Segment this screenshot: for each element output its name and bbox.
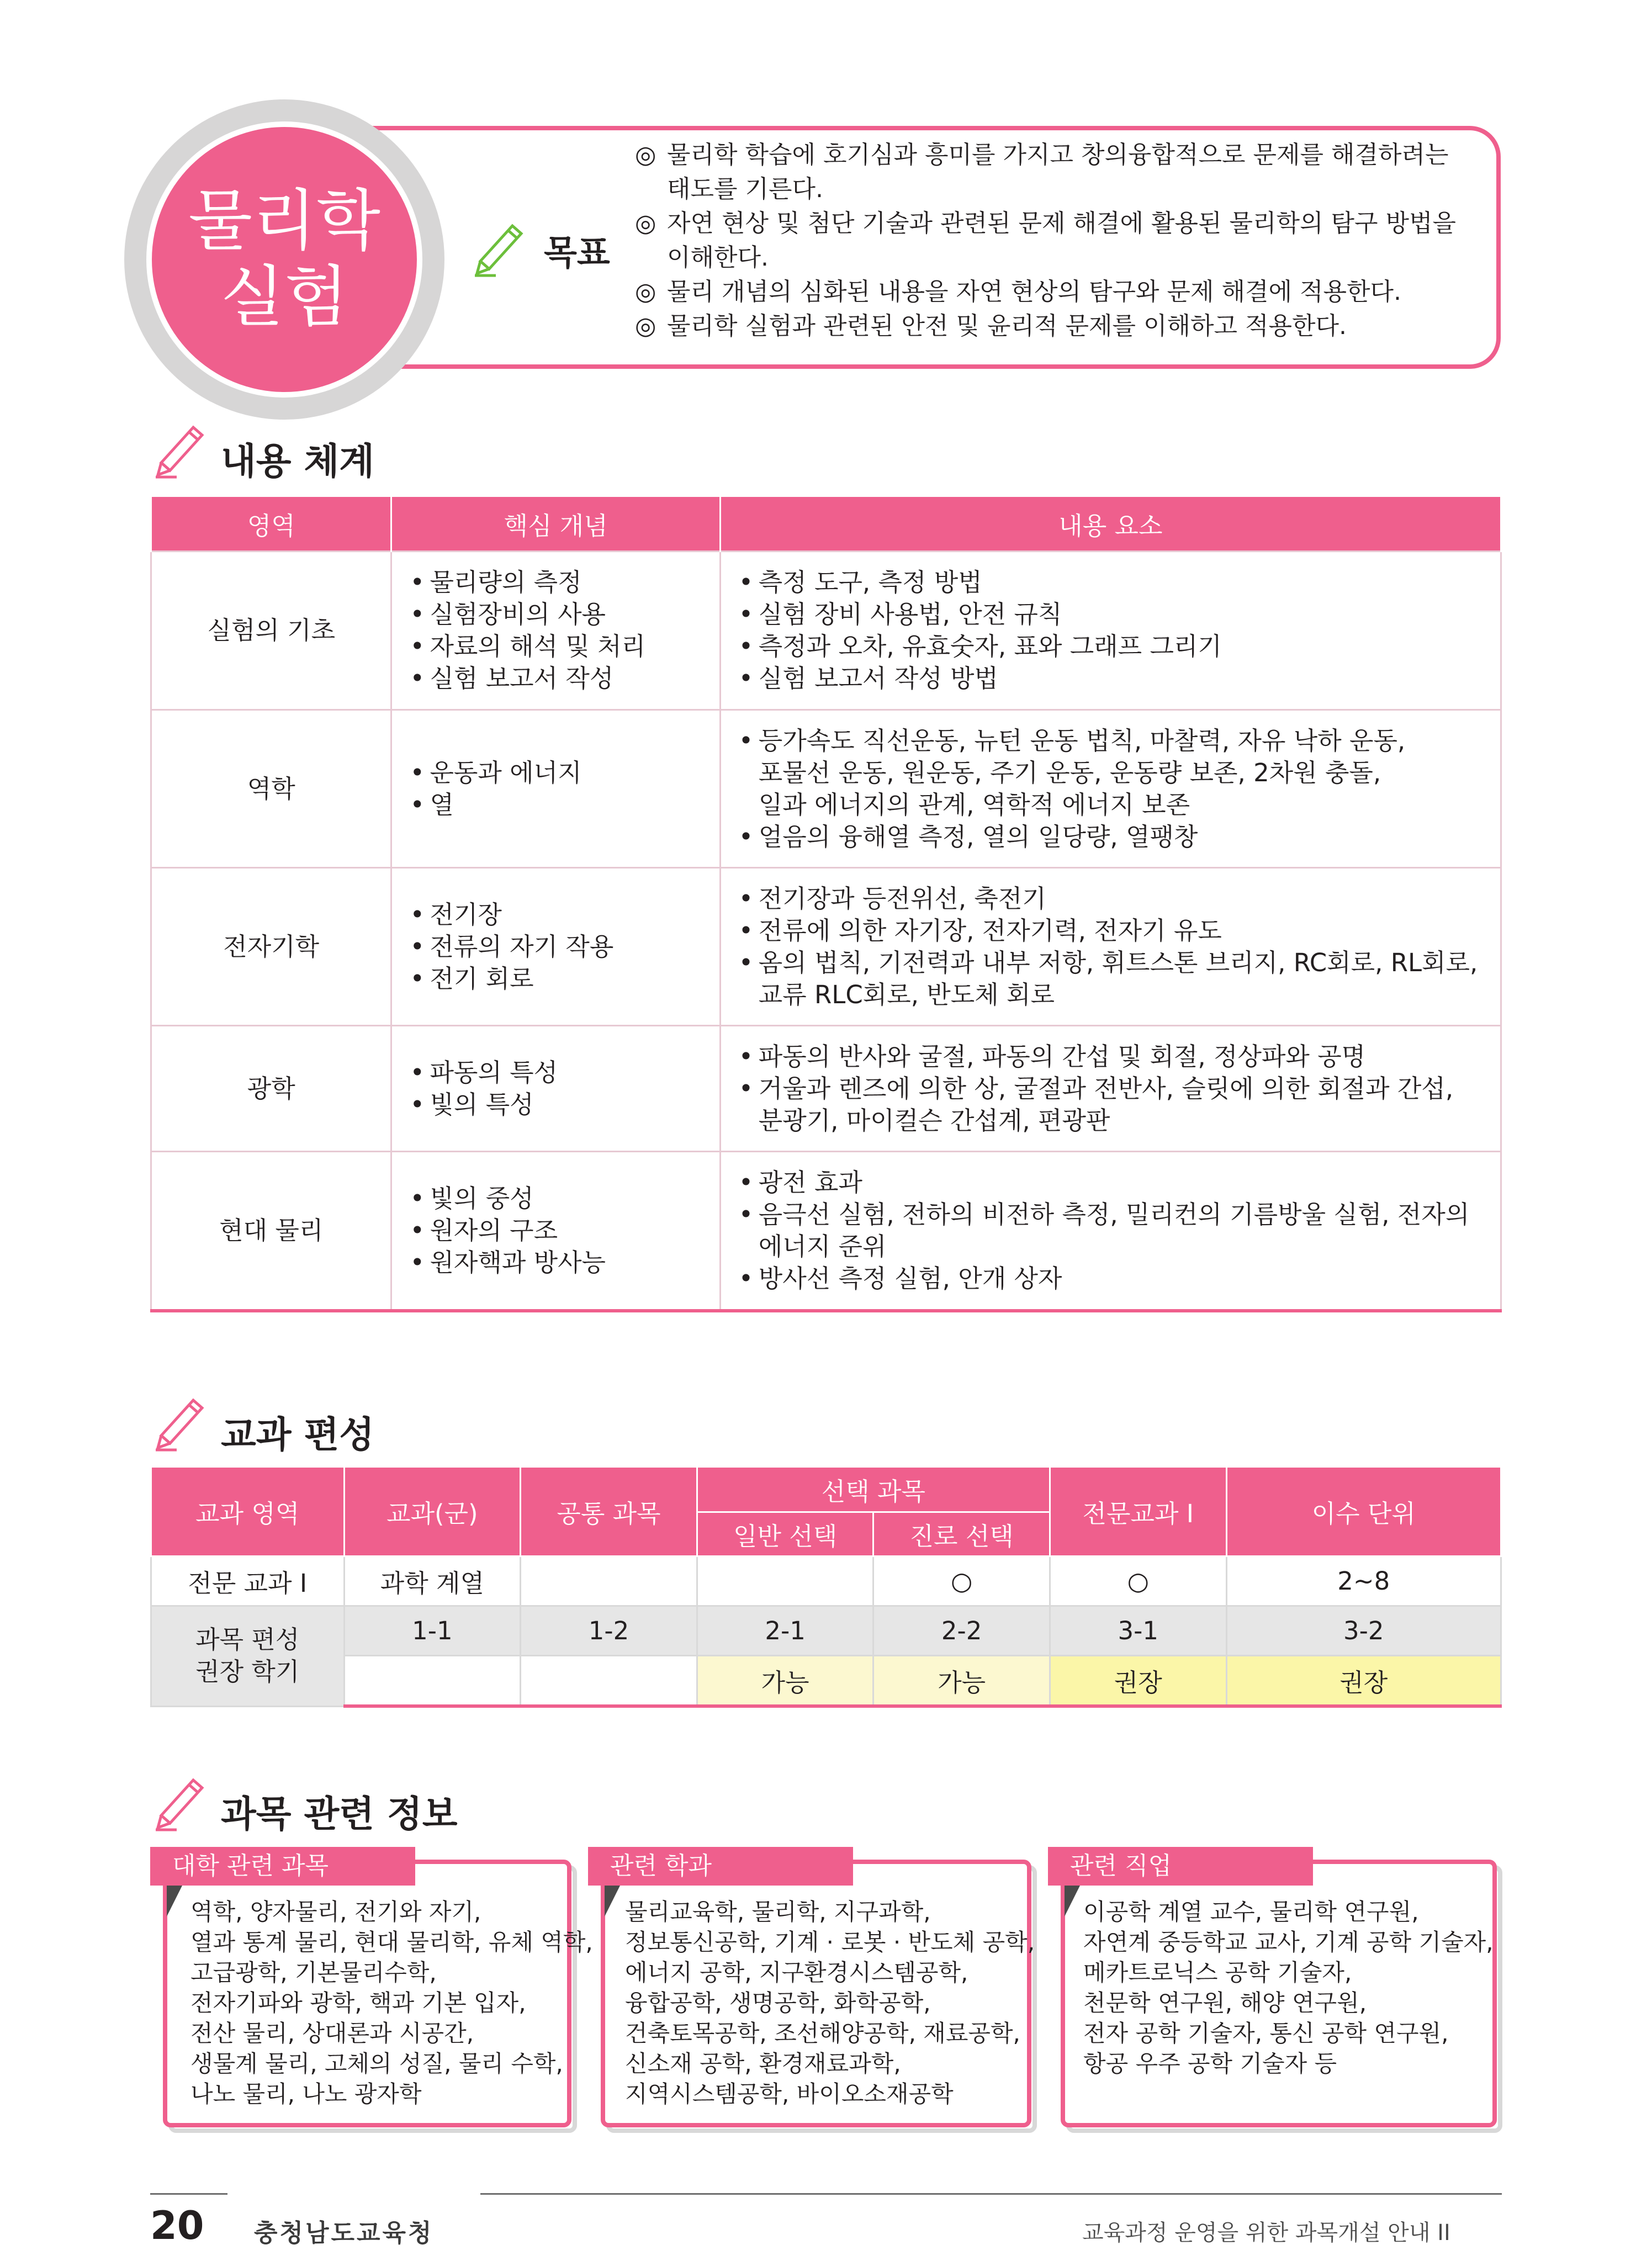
table-cell — [521, 1556, 697, 1606]
table-cell: 1-1 — [344, 1606, 521, 1656]
area-cell: 역학 — [151, 710, 391, 868]
goal-item — [635, 206, 1488, 275]
info-tab-department: 관련 학과 — [588, 1847, 853, 1886]
element-item: 에너지 준위 — [758, 1231, 887, 1261]
goal-marker: ◎ — [635, 312, 656, 340]
concept-cell: • 빛의 중성 • 원자의 구조 • 원자핵과 방사능 — [391, 1152, 720, 1311]
info-tab-career: 관련 직업 — [1048, 1847, 1313, 1886]
curriculum-table — [150, 1466, 1502, 1708]
concept-item: 운동과 에너지 — [430, 758, 582, 787]
area-cell: 광학 — [151, 1026, 391, 1152]
info-line: 메카트로닉스 공학 기술자, — [1083, 1959, 1352, 1986]
goal-item — [635, 275, 1488, 309]
info-line: 신소재 공학, 환경재료과학, — [625, 2050, 901, 2077]
table-row — [151, 868, 1501, 1026]
element-item: 등가속도 직선운동, 뉴턴 운동 법칙, 마찰력, 자유 낙하 운동, — [758, 726, 1406, 755]
element-cell: • 파동의 반사와 굴절, 파동의 간섭 및 회절, 정상파와 공명 • 거울과 렌즈에 의한 상, 굴절과 전반사, 슬릿에 의한 회절과 간섭, 분광기, 마이컬슨 간섭계, 편광판 — [720, 1026, 1501, 1152]
column-header: 교과 영역 — [151, 1467, 345, 1556]
element-cell: • 전기장과 등전위선, 축전기 • 전류에 의한 자기장, 전자기력, 전자기 유도 • 옴의 법칙, 기전력과 내부 저항, 휘트스톤 브리지, RC회로, RL회로, 교류 RLC회로, 반도체 회로 — [720, 868, 1501, 1026]
concept-item: 실험장비의 사용 — [430, 600, 606, 629]
element-item: 전류에 의한 자기장, 전자기력, 전자기 유도 — [758, 915, 1222, 945]
column-header: 이수 단위 — [1226, 1467, 1501, 1556]
info-tab-university: 대학 관련 과목 — [150, 1847, 415, 1886]
element-item: 거울과 렌즈에 의한 상, 굴절과 전반사, 슬릿에 의한 회절과 간섭, — [758, 1073, 1454, 1103]
table-row — [151, 1656, 1501, 1707]
concept-item: 전류의 자기 작용 — [430, 931, 614, 961]
info-line: 전산 물리, 상대론과 시공간, — [190, 2020, 474, 2047]
element-item: 광전 효과 — [758, 1167, 862, 1197]
goal-text: 물리학 학습에 호기심과 흥미를 가지고 창의융합적으로 문제를 해결하려는 — [667, 141, 1449, 169]
element-cell: • 광전 효과 • 음극선 실험, 전하의 비전하 측정, 밀리컨의 기름방울 실험, 전자의 에너지 준위 • 방사선 측정 실험, 안개 상자 — [720, 1152, 1501, 1311]
row-label: 과목 편성 — [195, 1625, 300, 1655]
element-item: 교류 RLC회로, 반도체 회로 — [758, 979, 1055, 1009]
info-line: 역학, 양자물리, 전기와 자기, — [190, 1898, 481, 1925]
concept-cell: • 운동과 에너지 • 열 — [391, 710, 720, 868]
table-cell: 과학 계열 — [344, 1556, 521, 1606]
table-cell: 3-1 — [1050, 1606, 1226, 1656]
column-header: 핵심 개념 — [391, 497, 720, 552]
info-line: 나노 물리, 나노 광자학 — [190, 2080, 422, 2108]
goal-item — [635, 309, 1488, 343]
element-item: 측정 도구, 측정 방법 — [758, 568, 982, 597]
table-row — [151, 1152, 1501, 1311]
column-header: 교과(군) — [344, 1467, 521, 1556]
goal-item — [635, 138, 1488, 206]
table-row — [151, 552, 1501, 710]
footer-rule — [150, 2193, 227, 2195]
concept-cell: • 전기장 • 전류의 자기 작용 • 전기 회로 — [391, 868, 720, 1026]
tab-fold — [605, 1886, 620, 1916]
info-line: 천문학 연구원, 해양 연구원, — [1083, 1989, 1367, 2016]
table-cell: 3-2 — [1226, 1606, 1501, 1656]
concept-item: 물리량의 측정 — [430, 568, 582, 597]
element-item: 포물선 운동, 원운동, 주기 운동, 운동량 보존, 2차원 충돌, — [758, 758, 1381, 787]
tab-fold — [1065, 1886, 1080, 1916]
table-cell: 2~8 — [1226, 1556, 1501, 1606]
table-cell: ○ — [873, 1556, 1050, 1606]
concept-item: 빛의 중성 — [430, 1183, 534, 1213]
table-cell: 2-1 — [697, 1606, 873, 1656]
element-item: 전기장과 등전위선, 축전기 — [758, 883, 1046, 913]
info-line: 이공학 계열 교수, 물리학 연구원, — [1083, 1898, 1419, 1925]
concept-item: 전기 회로 — [430, 963, 534, 993]
info-line: 자연계 중등학교 교사, 기계 공학 기술자, — [1083, 1929, 1494, 1956]
concept-cell: • 파동의 특성 • 빛의 특성 — [391, 1026, 720, 1152]
concept-item: 원자의 구조 — [430, 1215, 558, 1245]
info-line: 정보통신공학, 기계 · 로봇 · 반도체 공학, — [625, 1929, 1035, 1956]
info-line: 물리교육학, 물리학, 지구과학, — [625, 1898, 931, 1925]
info-line: 전자 공학 기술자, 통신 공학 연구원, — [1083, 2020, 1449, 2047]
goal-label: 목표 — [544, 232, 610, 273]
tab-fold — [167, 1886, 182, 1916]
info-line: 건축토목공학, 조선해양공학, 재료공학, — [625, 2020, 1020, 2047]
footer-org: 충청남도교육청 — [254, 2219, 434, 2247]
pencil-icon — [464, 218, 530, 279]
table-cell — [344, 1656, 521, 1707]
concept-item: 열 — [430, 790, 454, 819]
table-cell: ○ — [1050, 1556, 1226, 1606]
table-cell: 가능 — [873, 1656, 1050, 1707]
info-line: 항공 우주 공학 기술자 등 — [1083, 2050, 1337, 2077]
goal-text: 물리학 실험과 관련된 안전 및 윤리적 문제를 이해하고 적용한다. — [667, 312, 1347, 340]
table-cell: 1-2 — [521, 1606, 697, 1656]
column-header: 진로 선택 — [873, 1512, 1050, 1556]
element-item: 일과 에너지의 관계, 역학적 에너지 보존 — [758, 790, 1190, 819]
area-cell: 실험의 기초 — [151, 552, 391, 710]
goal-marker: ◎ — [635, 209, 656, 237]
table-header-row — [151, 1467, 1501, 1512]
info-text-department — [625, 1897, 1035, 2109]
concept-item: 실험 보고서 작성 — [430, 664, 614, 693]
concept-item: 파동의 특성 — [430, 1057, 558, 1087]
table-cell: 전문 교과 I — [151, 1556, 345, 1606]
element-item: 실험 장비 사용법, 안전 규칙 — [758, 600, 1062, 629]
element-item: 측정과 오차, 유효숫자, 표와 그래프 그리기 — [758, 632, 1222, 661]
footer-doc-title: 교육과정 운영을 위한 과목개설 안내 II — [1082, 2220, 1450, 2246]
area-cell: 현대 물리 — [151, 1152, 391, 1311]
table-cell — [521, 1656, 697, 1707]
element-item: 분광기, 마이컬슨 간섭계, 편광판 — [758, 1105, 1110, 1135]
table-row — [151, 710, 1501, 868]
concept-item: 원자핵과 방사능 — [430, 1247, 606, 1277]
concept-item: 자료의 해석 및 처리 — [430, 632, 646, 661]
element-cell: • 등가속도 직선운동, 뉴턴 운동 법칙, 마찰력, 자유 낙하 운동, 포물선 운동, 원운동, 주기 운동, 운동량 보존, 2차원 충돌, 일과 에너지의 관계, 역학적 에너지 보존 • 얼음의 융해열 측정, 열의 일당량, 열팽창 — [720, 710, 1501, 868]
info-line: 융합공학, 생명공학, 화학공학, — [625, 1989, 931, 2016]
info-line: 전자기파와 광학, 핵과 기본 입자, — [190, 1989, 526, 2016]
goal-text: 자연 현상 및 첨단 기술과 관련된 문제 해결에 활용된 물리학의 탐구 방법을 — [667, 209, 1456, 237]
goal-marker: ◎ — [635, 278, 656, 306]
table-cell: 권장 — [1050, 1656, 1226, 1707]
info-line: 열과 통계 물리, 현대 물리학, 유체 역학, — [190, 1929, 593, 1956]
column-header: 내용 요소 — [720, 497, 1501, 552]
column-header: 일반 선택 — [697, 1512, 873, 1556]
table-row — [151, 1026, 1501, 1152]
table-cell: 2-2 — [873, 1606, 1050, 1656]
element-item: 음극선 실험, 전하의 비전하 측정, 밀리컨의 기름방울 실험, 전자의 — [758, 1199, 1470, 1229]
element-item: 실험 보고서 작성 방법 — [758, 664, 998, 693]
info-line: 지역시스템공학, 바이오소재공학 — [625, 2080, 954, 2108]
footer-rule — [480, 2193, 1502, 2195]
column-header: 선택 과목 — [697, 1467, 1050, 1512]
element-item: 방사선 측정 실험, 안개 상자 — [758, 1263, 1062, 1293]
element-cell: • 측정 도구, 측정 방법 • 실험 장비 사용법, 안전 규칙 • 측정과 오차, 유효숫자, 표와 그래프 그리기 • 실험 보고서 작성 방법 — [720, 552, 1501, 710]
info-line: 생물계 물리, 고체의 성질, 물리 수학, — [190, 2050, 563, 2077]
table-row — [151, 1606, 1501, 1656]
table-row — [151, 1556, 1501, 1606]
table-header-row — [151, 497, 1501, 552]
table-cell — [697, 1556, 873, 1606]
element-item: 옴의 법칙, 기전력과 내부 저항, 휘트스톤 브리지, RC회로, RL회로, — [758, 947, 1478, 977]
table-cell — [151, 1606, 345, 1707]
goal-text: 이해한다. — [667, 243, 769, 272]
section-heading-curriculum: 교과 편성 — [221, 1413, 375, 1456]
column-header: 공통 과목 — [521, 1467, 697, 1556]
element-item: 파동의 반사와 굴절, 파동의 간섭 및 회절, 정상파와 공명 — [758, 1041, 1366, 1071]
title-line-1: 물리학 — [188, 183, 380, 260]
title-line-2: 실험 — [220, 259, 348, 336]
goal-list — [635, 138, 1488, 343]
info-line: 에너지 공학, 지구환경시스템공학, — [625, 1959, 968, 1986]
concept-item: 전기장 — [430, 899, 502, 929]
table-cell: 가능 — [697, 1656, 873, 1707]
element-item: 얼음의 융해열 측정, 열의 일당량, 열팽창 — [758, 822, 1198, 851]
column-header: 영역 — [151, 497, 391, 552]
area-cell: 전자기학 — [151, 868, 391, 1026]
goal-text: 물리 개념의 심화된 내용을 자연 현상의 탐구와 문제 해결에 적용한다. — [667, 278, 1401, 306]
concept-item: 빛의 특성 — [430, 1089, 534, 1119]
pencil-icon — [145, 420, 211, 480]
section-heading-content: 내용 체계 — [221, 440, 375, 483]
info-text-career — [1083, 1897, 1494, 2079]
title-badge — [152, 127, 417, 392]
info-line: 고급광학, 기본물리수학, — [190, 1959, 437, 1986]
column-header: 전문교과 I — [1050, 1467, 1226, 1556]
section-heading-info: 과목 관련 정보 — [221, 1793, 458, 1835]
pencil-icon — [145, 1392, 211, 1453]
pencil-icon — [145, 1772, 211, 1833]
row-label: 권장 학기 — [195, 1657, 300, 1687]
table-cell: 권장 — [1226, 1656, 1501, 1707]
page-number: 20 — [150, 2203, 204, 2248]
goal-text: 태도를 기른다. — [667, 175, 823, 203]
content-table — [150, 497, 1502, 1312]
concept-cell: • 물리량의 측정 • 실험장비의 사용 • 자료의 해석 및 처리 • 실험 보고서 작성 — [391, 552, 720, 710]
info-text-university — [190, 1897, 593, 2109]
goal-marker: ◎ — [635, 141, 656, 169]
